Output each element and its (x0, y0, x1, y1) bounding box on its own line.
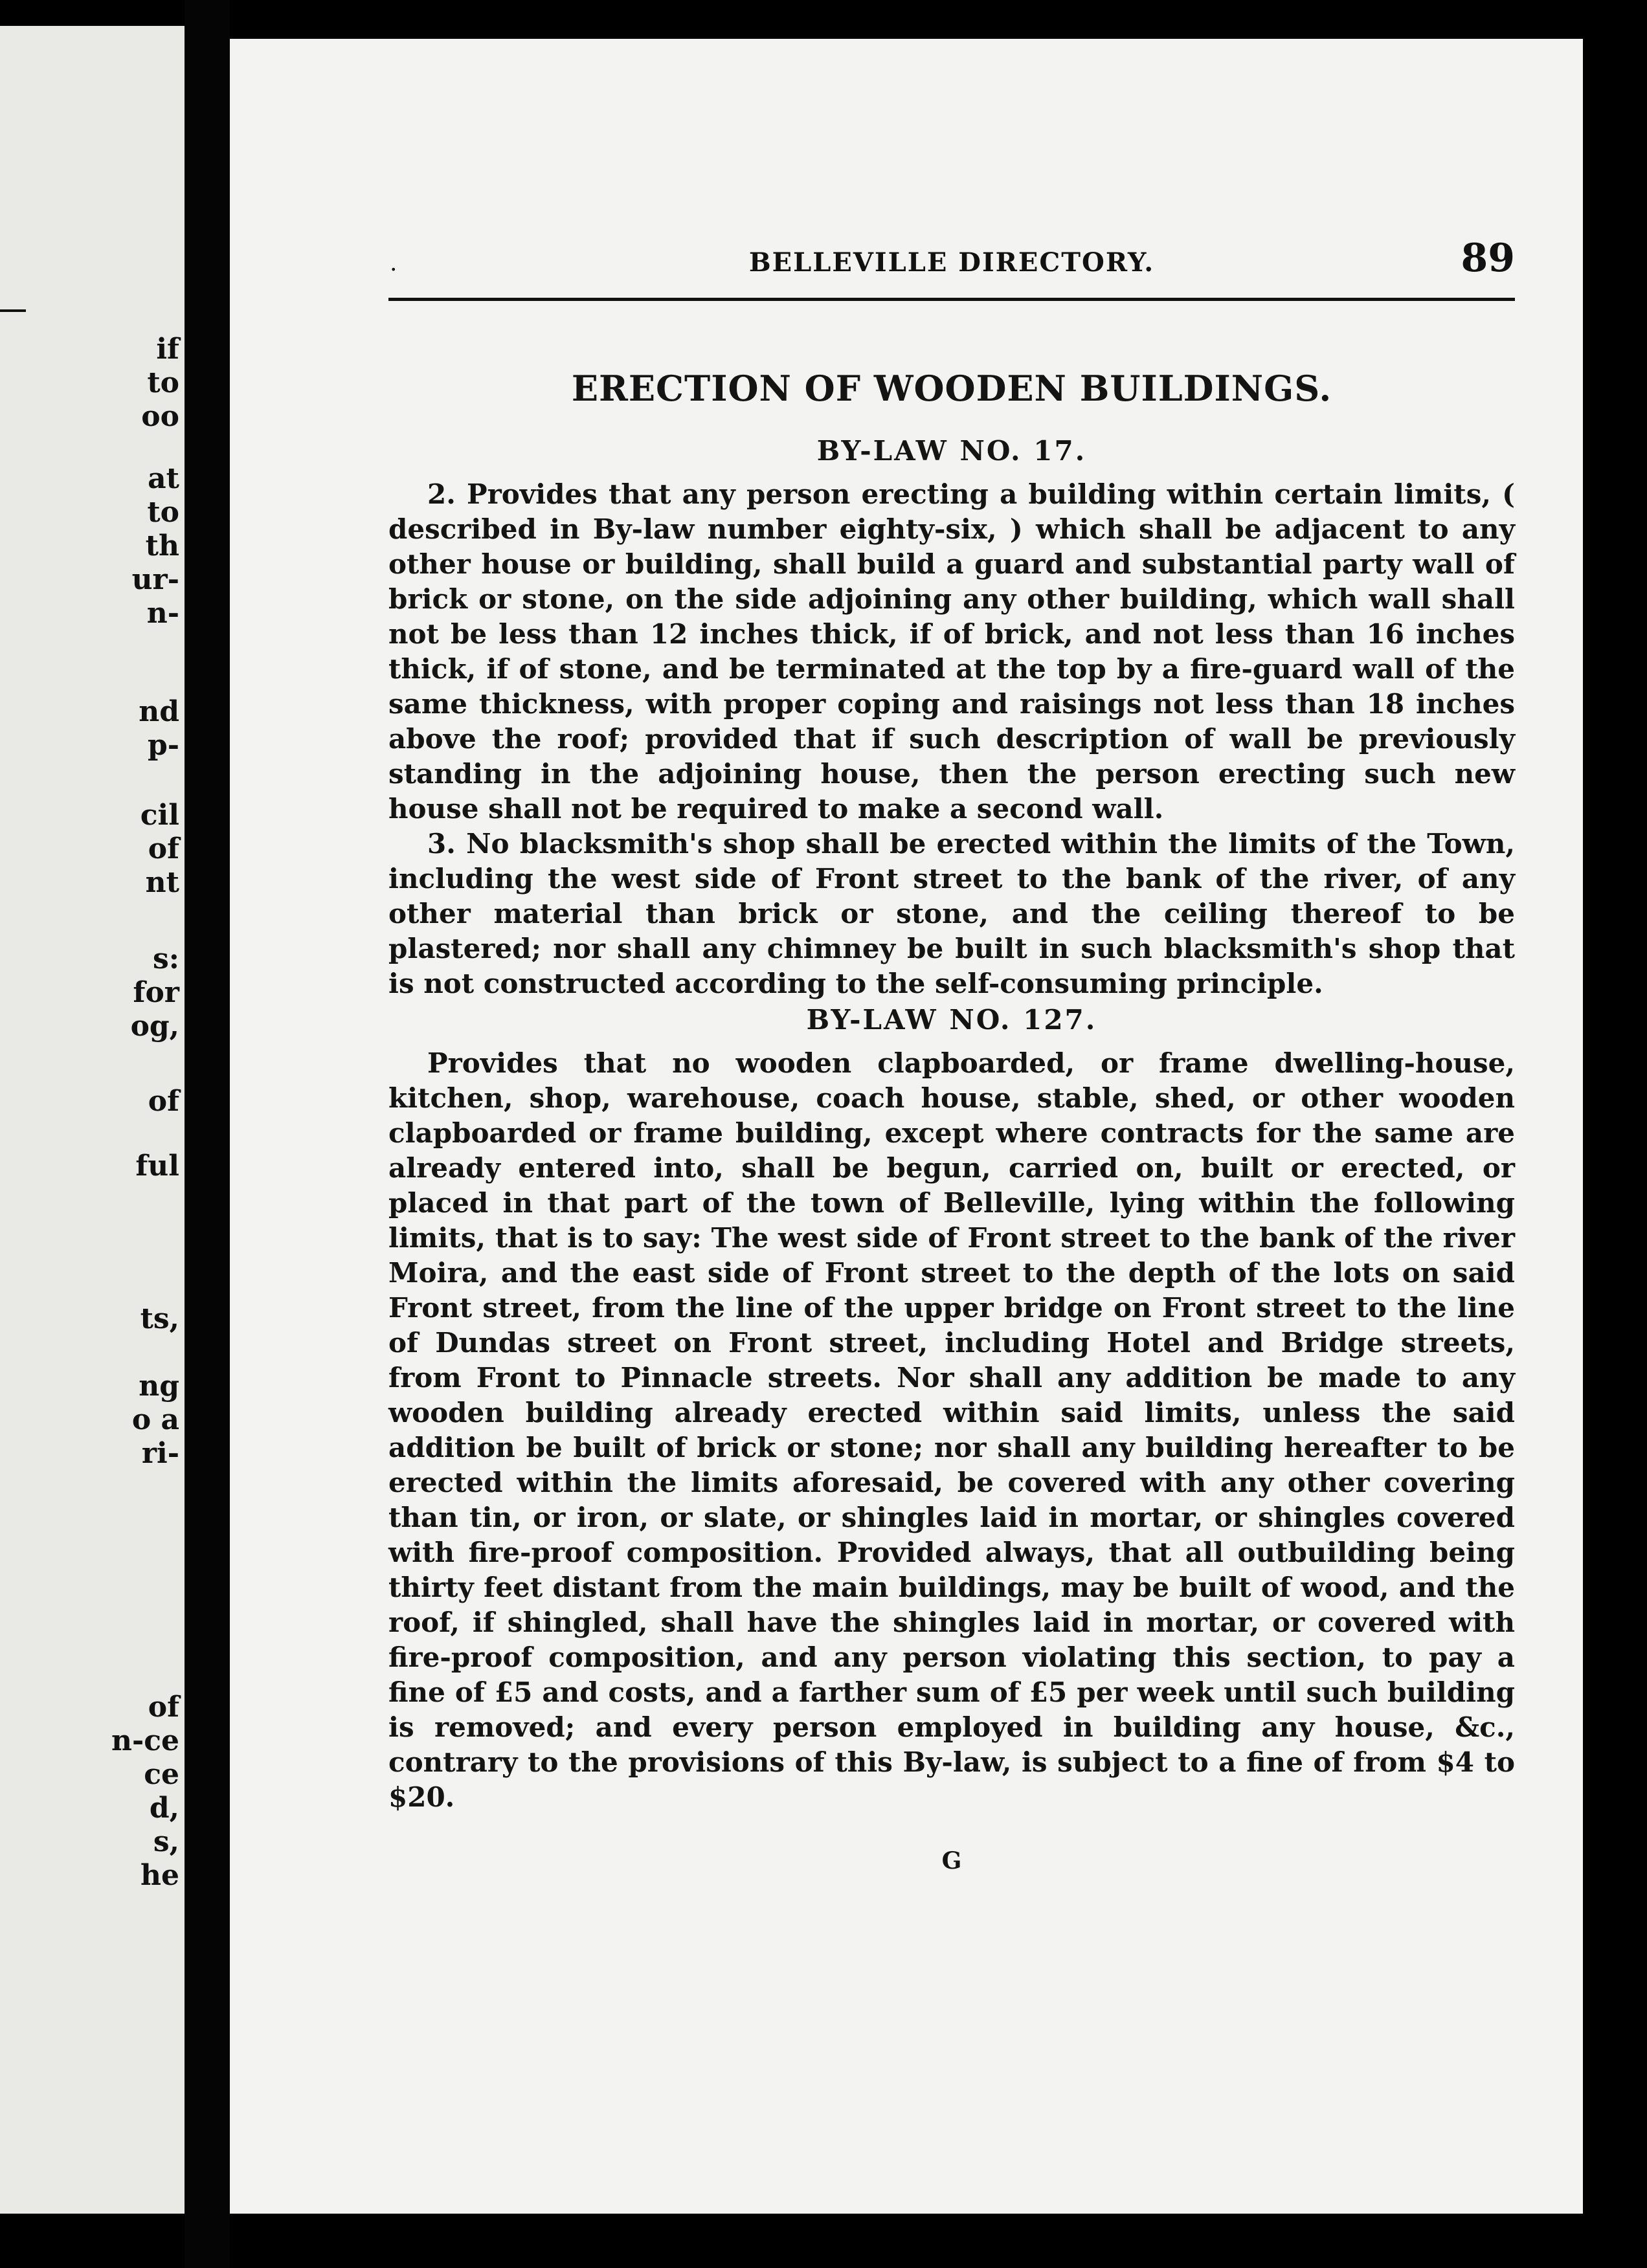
margin-fragment: th (145, 529, 179, 562)
margin-fragment: p- (147, 729, 179, 762)
margin-fragment: ful (135, 1150, 179, 1183)
margin-fragment: to (147, 366, 179, 399)
margin-fragment: if (156, 333, 179, 366)
margin-fragment: d, (149, 1792, 179, 1825)
margin-fragment: ur- (131, 563, 179, 596)
signature-mark: G (941, 1847, 962, 1874)
section-title: ERECTION OF WOODEN BUILDINGS. (571, 368, 1332, 409)
header-rule (388, 298, 1515, 301)
previous-page-edge (0, 26, 185, 2214)
header-dot: . (390, 250, 398, 276)
page-number: 89 (1461, 236, 1515, 281)
margin-fragment: s: (152, 942, 179, 975)
margin-fragment: o a (131, 1403, 179, 1436)
margin-fragment: ce (144, 1758, 179, 1791)
page-body (388, 329, 1515, 1874)
bylaw-17-heading: BY-LAW NO. 17. (816, 435, 1087, 467)
margin-fragment: at (148, 462, 179, 495)
previous-page-rule (0, 309, 26, 312)
margin-fragment: of (148, 1085, 179, 1118)
margin-fragment: s, (153, 1825, 179, 1858)
bylaw-127-text: Provides that no wooden clapboarded, or frame dwelling-house, kitchen, shop, warehouse, coach house, stable, shed, or other wooden clapboarded or frame building, except where contracts for the same are already entered into, shall be begun, carried on, built or erected, or placed in that part of the town of Belleville, lying within the following limits, that is to say: The west side of Front street to the bank of the river Moira, and the east side of Front street to the depth of the lots on said Front street, from the line of the upper bridge on Front street to the line of Dundas street on Front street, including Hotel and Bridge streets, from Front to Pinnacle streets. Nor shall any addition be made to any wooden building already erected within said limits, unless the said addition be built of brick or stone; nor shall any building hereafter to be erected within the limits aforesaid, be covered with any other covering than tin, or iron, or slate, or shingles laid in mortar, or shingles covered with fire-proof composition. Provided always, that all outbuilding being thirty feet distant from the main buildings, may be built of wood, and the roof, if shingled, shall have the shingles laid in mortar, or covered with fire-proof composition, and any person violating this section, to pay a fine of £5 and costs, and a farther sum of £5 per week until such building is removed; and every person employed in building any house, &c., contrary to the provisions of this By-law, is subject to a fine of from $4 to $20. (388, 1047, 1515, 1813)
margin-fragment: ng (139, 1370, 179, 1403)
margin-fragment: oo (141, 400, 179, 433)
margin-fragment: ri- (141, 1437, 179, 1470)
margin-fragment: n- (146, 597, 179, 630)
margin-fragment: of (148, 1691, 179, 1724)
margin-fragment: cil (140, 799, 179, 832)
margin-fragment: of (148, 832, 179, 865)
margin-fragment: he (140, 1859, 179, 1892)
margin-fragment: for (133, 976, 179, 1009)
bylaw-17-clause-2: 2. Provides that any person erecting a building within certain limits, ( described in By-law number eighty-six, ) which shall be adjacent to any other house or building, shall build a guard and substantial party wall of brick or stone, on the side adjoining any other building, which wall shall not be less than 12 inches thick, if of brick, and not less than 16 inches thick, if of stone, and be terminated at the top by a fire-guard wall of the same thickness, with proper coping and raisings not less than 18 inches above the roof; provided that if such description of wall be previously standing in the adjoining house, then the person erecting such new house shall not be required to make a second wall. (388, 478, 1515, 825)
page-gutter (185, 0, 230, 2268)
margin-fragment: to (147, 496, 179, 529)
margin-fragment: og, (130, 1010, 179, 1043)
margin-fragment: ts, (140, 1302, 179, 1335)
running-header (388, 228, 1515, 286)
margin-fragment: nd (139, 695, 179, 728)
running-title: BELLEVILLE DIRECTORY. (748, 247, 1155, 278)
directory-page (230, 39, 1583, 2214)
bylaw-127-heading: BY-LAW NO. 127. (806, 1004, 1097, 1036)
margin-fragment: n-ce (111, 1724, 179, 1757)
margin-fragment: nt (145, 866, 179, 899)
bylaw-17-clause-3: 3. No blacksmith's shop shall be erected within the limits of the Town, including the west side of Front street to the bank of the river, of any other material than brick or stone, and the ceiling thereof to be plastered; nor shall any chimney be built in such blacksmith's shop that is not constructed according to the self-consuming principle. (388, 828, 1515, 999)
